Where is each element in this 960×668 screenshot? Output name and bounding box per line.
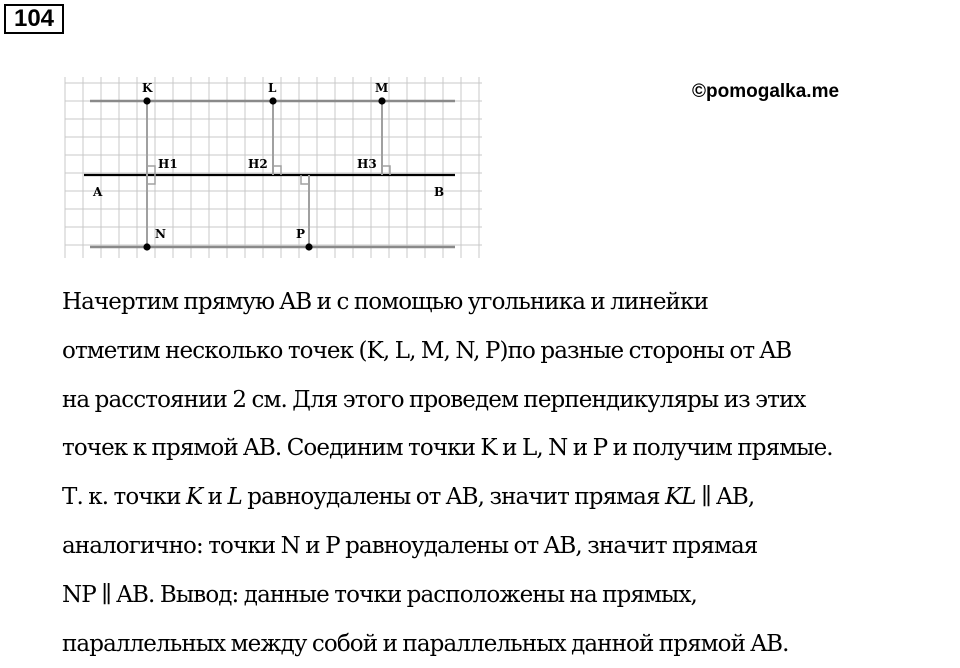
label-a: A bbox=[93, 185, 103, 199]
point-l bbox=[269, 97, 276, 104]
var-l: L bbox=[227, 484, 242, 511]
text-segment: Т. к. точки bbox=[62, 484, 186, 511]
label-k: K bbox=[142, 81, 153, 95]
solution-line-4: точек к прямой AB. Соединим точки K и L, N и P и получим прямые. bbox=[62, 435, 833, 462]
var-k: K bbox=[185, 484, 203, 511]
right-angle-h1 bbox=[147, 166, 155, 175]
solution-text bbox=[62, 278, 952, 668]
label-h3: H3 bbox=[357, 157, 377, 171]
solution-line-1: Начертим прямую AB и с помощью угольника и линейки bbox=[62, 289, 708, 315]
text-segment: и bbox=[202, 484, 228, 511]
label-h2: H2 bbox=[248, 157, 268, 171]
label-n: N bbox=[155, 227, 166, 241]
text-segment: равноудалены от AB, значит прямая bbox=[241, 484, 665, 511]
right-angle-h2 bbox=[273, 166, 281, 175]
point-p bbox=[305, 243, 312, 250]
solution-line-7: NP ∥ AB. Вывод: данные точки расположены на прямых, bbox=[62, 581, 697, 608]
task-number: 104 bbox=[4, 4, 64, 34]
solution-line-3: на расстоянии 2 см. Для этого проведем перпендикуляры из этих bbox=[62, 386, 806, 413]
solution-line-8: параллельных между собой и параллельных данной прямой AB. bbox=[62, 630, 789, 657]
solution-line-6: аналогично: точки N и P равноудалены от AB, значит прямая bbox=[62, 532, 758, 559]
point-m bbox=[378, 97, 385, 104]
solution-line-2: отметим несколько точек (K, L, M, N, P)по разные стороны от AB bbox=[62, 337, 792, 364]
label-h1: H1 bbox=[158, 157, 178, 171]
geometry-figure bbox=[60, 74, 485, 260]
watermark: ©pomogalka.me bbox=[692, 81, 840, 102]
point-n bbox=[143, 243, 150, 250]
label-l: L bbox=[268, 81, 277, 95]
solution-line-5 bbox=[62, 473, 952, 522]
text-segment: ∥ AB, bbox=[695, 484, 755, 511]
right-angle-p bbox=[301, 175, 309, 184]
label-p: P bbox=[296, 227, 306, 241]
right-angle-n bbox=[147, 175, 155, 184]
point-k bbox=[143, 97, 150, 104]
label-m: M bbox=[375, 81, 389, 95]
label-b: B bbox=[434, 185, 445, 199]
var-kl: KL bbox=[665, 484, 696, 511]
